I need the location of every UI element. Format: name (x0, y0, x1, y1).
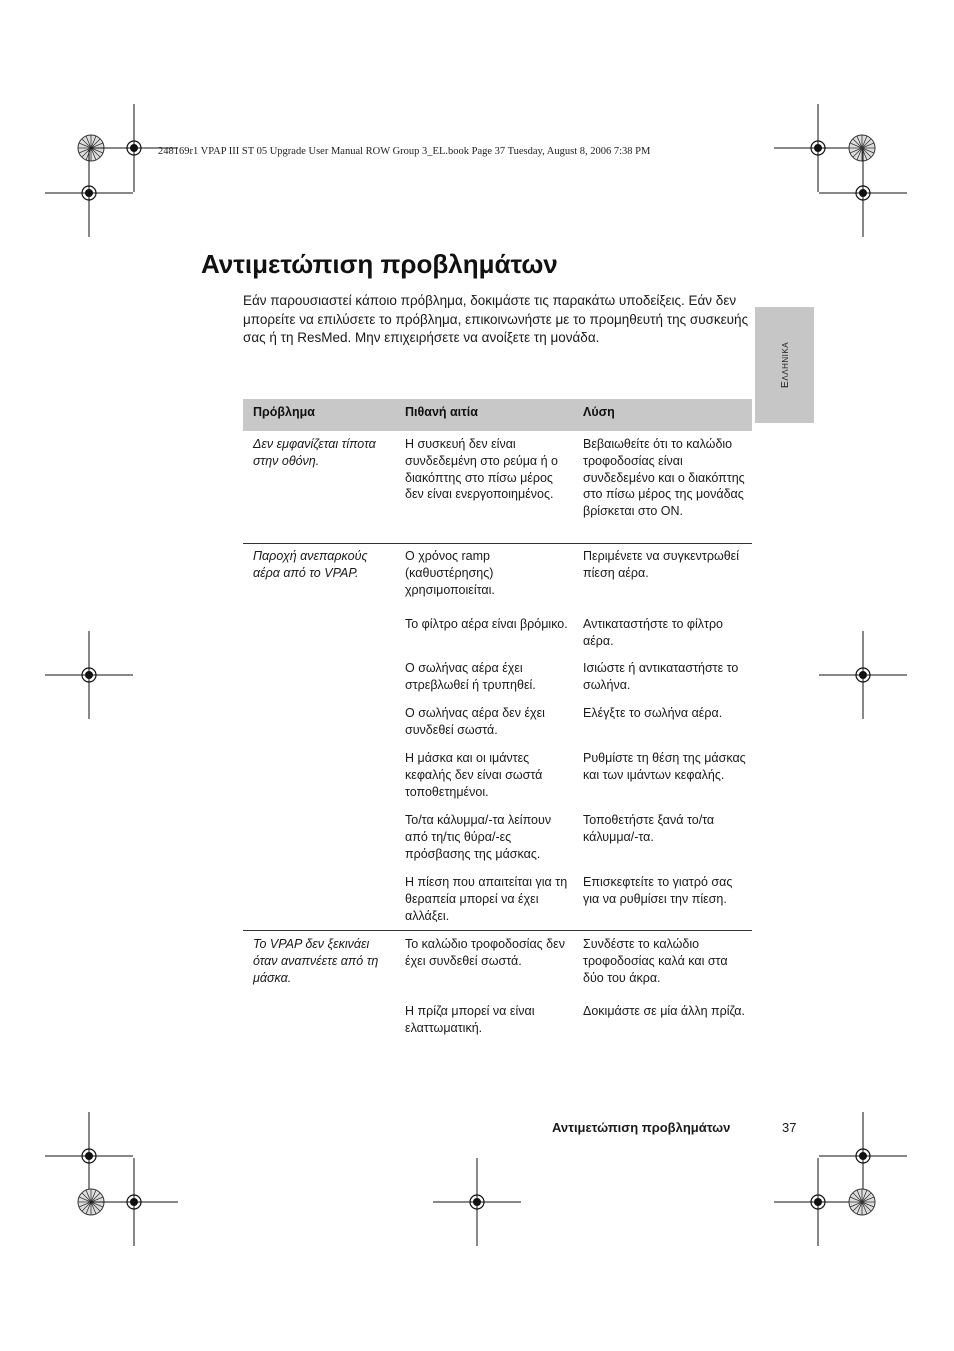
solution-cell: Ρυθμίστε τη θέση της μάσκας και των ιμάντων κεφαλής. (583, 751, 746, 782)
header-solution: Λύση (583, 405, 615, 419)
table-row (243, 616, 752, 656)
table-header (243, 399, 752, 431)
solution-cell: Ελέγξτε το σωλήνα αέρα. (583, 706, 723, 720)
table-row (243, 812, 752, 868)
problem-cell: Δεν εμφανίζεται τίποτα στην οθόνη. (253, 437, 376, 468)
header-cause: Πιθανή αιτία (405, 405, 478, 419)
print-header-line: 248169r1 VPAP III ST 05 Upgrade User Manual ROW Group 3_EL.book Page 37 Tuesday, August 8, 2006 7:38 PM (158, 146, 651, 157)
language-tab (755, 307, 814, 423)
page-title: Αντιμετώπιση προβλημάτων (201, 249, 558, 279)
cause-cell: Η πίεση που απαιτείται για τη θεραπεία μπορεί να έχει αλλάξει. (405, 875, 568, 923)
table-row (243, 874, 752, 931)
solution-cell: Βεβαιωθείτε ότι το καλώδιο τροφοδοσίας είναι συνδεδεμένο και ο διακόπτης στο πίσω μέρος της μονάδας βρίσκεται στο ON. (583, 437, 745, 519)
footer-title: Αντιμετώπιση προβλημάτων (552, 1120, 731, 1135)
solution-cell: Περιμένετε να συγκεντρωθεί πίεση αέρα. (583, 549, 739, 580)
cause-cell: Η πρίζα μπορεί να είναι ελαττωματική. (405, 1004, 535, 1035)
solution-cell: Δοκιμάστε σε μία άλλη πρίζα. (583, 1004, 745, 1018)
solution-cell: Αντικαταστήστε το φίλτρο αέρα. (583, 617, 724, 648)
cause-cell: Η συσκευή δεν είναι συνδεδεμένη στο ρεύμα ή ο διακόπτης στο πίσω μέρος δεν είναι ενεργοποιημένος. (405, 437, 559, 502)
language-label: ΕΛΛΗΝΙΚΑ (778, 341, 791, 389)
cause-cell: Ο σωλήνας αέρα έχει στρεβλωθεί ή τρυπηθεί. (405, 661, 536, 692)
intro-paragraph: Εάν παρουσιαστεί κάποιο πρόβλημα, δοκιμάστε τις παρακάτω υποδείξεις. Εάν δεν μπορείτε να επιλύσετε το πρόβλημα, επικοινωνήστε με το προμηθευτή της συσκευής σας ή τη ResMed. Μην επιχειρήσετε να ανοίξετε τη μονάδα. (243, 293, 749, 345)
table-row (243, 705, 752, 745)
cause-cell: Ο σωλήνας αέρα δεν έχει συνδεθεί σωστά. (405, 706, 545, 737)
header-problem: Πρόβλημα (253, 405, 315, 419)
table-row (243, 1003, 752, 1043)
cause-cell: Το/τα κάλυμμα/-τα λείπουν από τη/τις θύρα/-ες πρόσβασης της μάσκας. (405, 813, 552, 861)
cause-cell: Ο χρόνος ramp (καθυστέρησης) χρησιμοποιείται. (405, 549, 495, 597)
solution-cell: Ισιώστε ή αντικαταστήστε το σωλήνα. (583, 661, 739, 692)
table-row (243, 660, 752, 700)
solution-cell: Επισκεφτείτε το γιατρό σας για να ρυθμίσει την πίεση. (583, 875, 733, 906)
cause-cell: Το καλώδιο τροφοδοσίας δεν έχει συνδεθεί σωστά. (405, 937, 565, 968)
solution-cell: Τοποθετήστε ξανά το/τα κάλυμμα/-τα. (583, 813, 715, 844)
table-row (243, 750, 752, 806)
table-row (243, 936, 752, 996)
table-row (243, 436, 752, 544)
problem-cell: Παροχή ανεπαρκούς αέρα από το VPAP. (253, 549, 368, 580)
solution-cell: Συνδέστε το καλώδιο τροφοδοσίας καλά και στα δύο του άκρα. (583, 937, 728, 985)
page-number: 37 (782, 1120, 797, 1135)
problem-cell: Το VPAP δεν ξεκινάει όταν αναπνέετε από τη μάσκα. (253, 937, 379, 985)
table-row (243, 548, 752, 608)
cause-cell: Το φίλτρο αέρα είναι βρόμικο. (405, 617, 568, 631)
cause-cell: Η μάσκα και οι ιμάντες κεφαλής δεν είναι σωστά τοποθετημένοι. (405, 751, 543, 799)
